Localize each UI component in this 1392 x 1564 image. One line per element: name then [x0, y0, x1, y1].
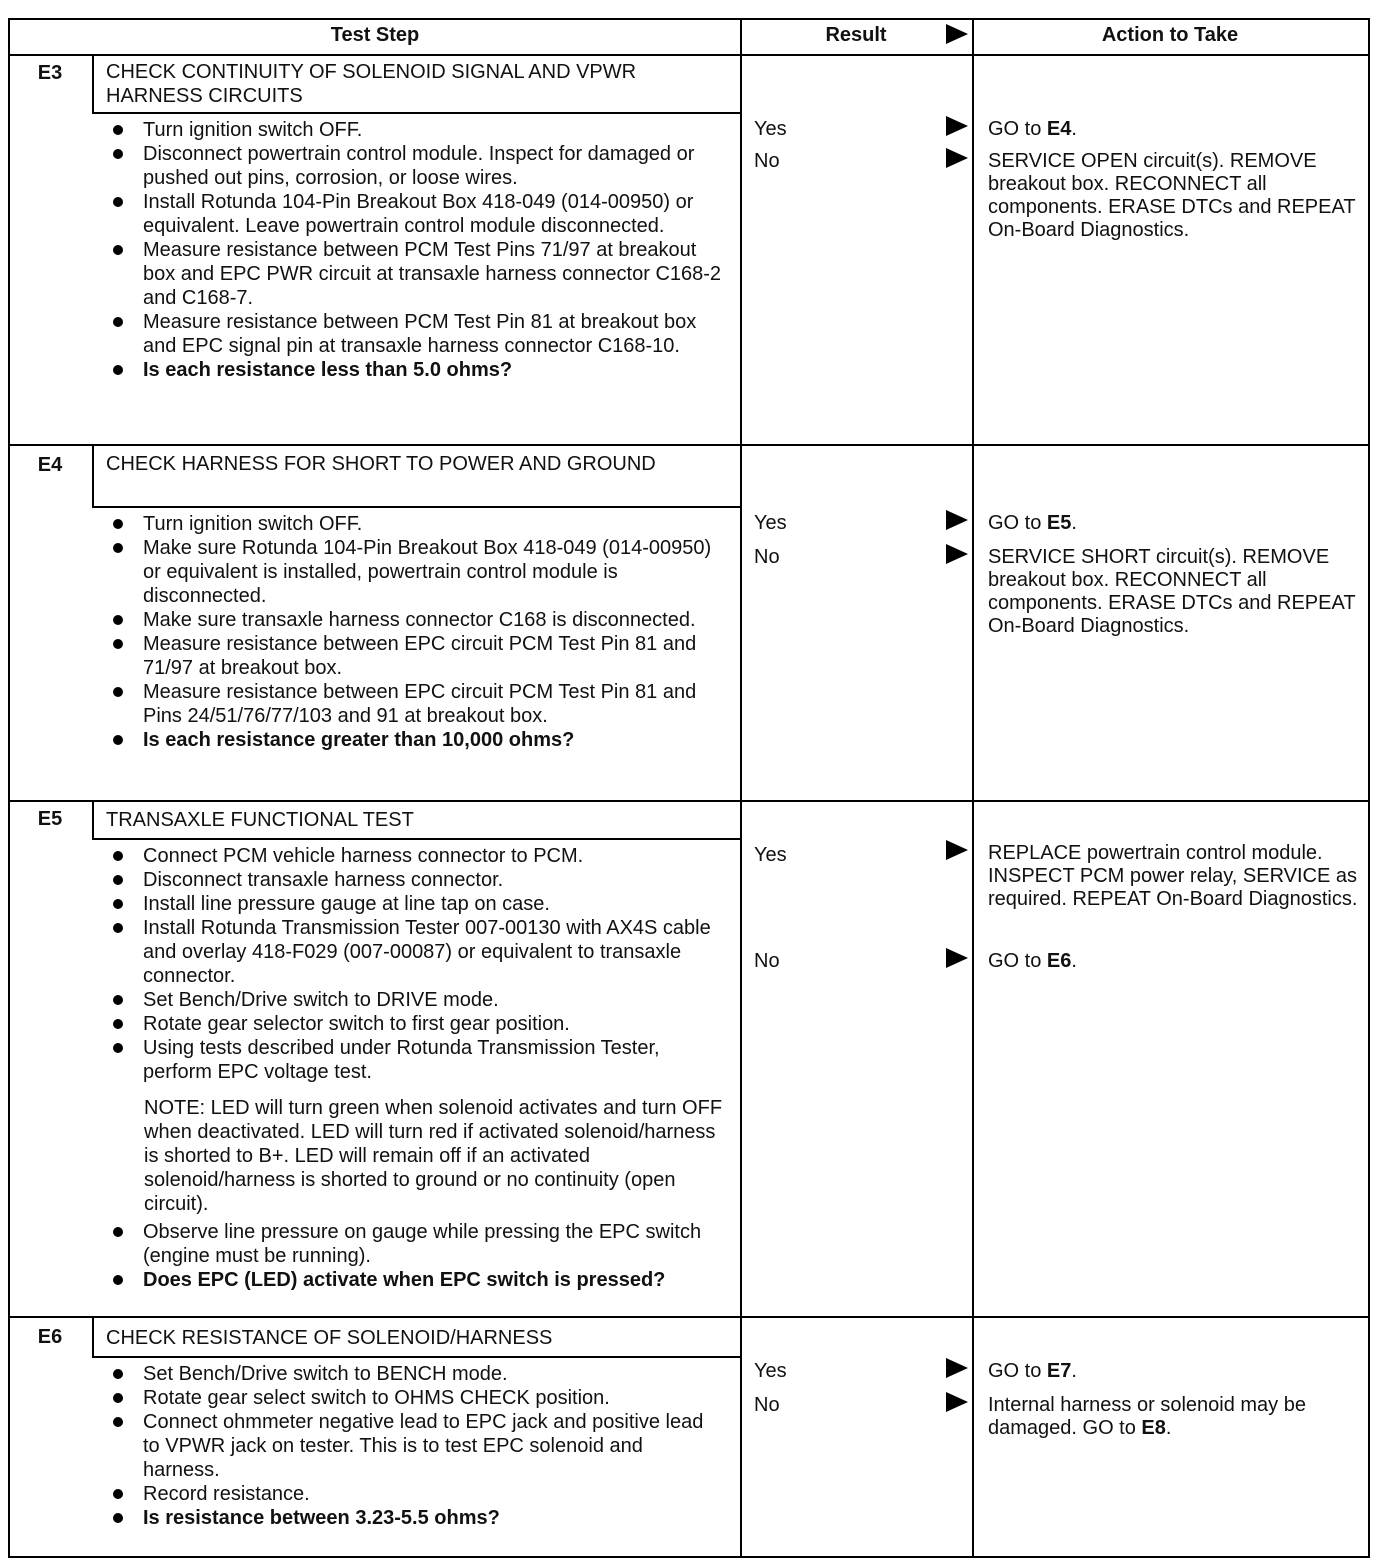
step-bullets	[105, 844, 725, 1084]
column-divider	[740, 20, 742, 1556]
result-yes: Yes	[754, 512, 787, 534]
list-item: Measure resistance between PCM Test Pin 81 at breakout box and EPC signal pin at transaxle harness connector C168-10.	[105, 310, 725, 358]
list-item: Connect ohmmeter negative lead to EPC jack and positive lead to VPWR jack on tester. This is to test EPC solenoid and harness.	[105, 1410, 725, 1482]
list-item: Measure resistance between EPC circuit PCM Test Pin 81 and 71/97 at breakout box.	[105, 632, 725, 680]
action-text: GO to E6.	[988, 950, 1077, 972]
title-divider	[92, 506, 740, 508]
action-text: SERVICE SHORT circuit(s). REMOVE breakout box. RECONNECT all components. ERASE DTCs and REPEAT On-Board Diagnostics.	[988, 546, 1356, 637]
result-yes: Yes	[754, 1360, 787, 1382]
arrow-right-icon	[946, 948, 968, 968]
column-divider	[972, 20, 974, 1556]
arrow-right-icon	[946, 24, 968, 44]
action-text: GO to E5.	[988, 512, 1077, 534]
arrow-right-icon	[946, 544, 968, 564]
action-text: GO to E7.	[988, 1360, 1077, 1382]
step-id: E3	[37, 62, 63, 84]
arrow-right-icon	[946, 510, 968, 530]
arrow-right-icon	[946, 1392, 968, 1412]
step-title: CHECK HARNESS FOR SHORT TO POWER AND GROUND	[106, 453, 656, 475]
title-divider	[92, 838, 740, 840]
result-yes: Yes	[754, 844, 787, 866]
id-divider	[92, 1316, 94, 1356]
arrow-right-icon	[946, 116, 968, 136]
action-text: GO to E4.	[988, 118, 1077, 140]
list-item: Install line pressure gauge at line tap on case.	[105, 892, 725, 916]
list-item: Disconnect transaxle harness connector.	[105, 868, 725, 892]
list-item: Turn ignition switch OFF.	[105, 118, 725, 142]
list-item: Set Bench/Drive switch to BENCH mode.	[105, 1362, 725, 1386]
list-item: Disconnect powertrain control module. Inspect for damaged or pushed out pins, corrosion, or loose wires.	[105, 142, 725, 190]
step-question: Is each resistance greater than 10,000 ohms?	[105, 728, 725, 752]
action-text: SERVICE OPEN circuit(s). REMOVE breakout box. RECONNECT all components. ERASE DTCs and REPEAT On-Board Diagnostics.	[988, 150, 1356, 241]
id-divider	[92, 444, 94, 506]
list-item: Turn ignition switch OFF.	[105, 512, 725, 536]
arrow-right-icon	[946, 840, 968, 860]
list-item: Rotate gear selector switch to first gear position.	[105, 1012, 725, 1036]
header-test-step: Test Step	[330, 24, 420, 46]
list-item: Using tests described under Rotunda Transmission Tester, perform EPC voltage test.	[105, 1036, 725, 1084]
title-divider	[92, 1356, 740, 1358]
list-item: Install Rotunda 104-Pin Breakout Box 418-049 (014-00950) or equivalent. Leave powertrain control module disconnected.	[105, 190, 725, 238]
step-bullets	[105, 118, 725, 382]
step-divider	[10, 1316, 1368, 1318]
list-item: Make sure Rotunda 104-Pin Breakout Box 418-049 (014-00950) or equivalent is installed, powertrain control module is disconnected.	[105, 536, 725, 608]
list-item: Connect PCM vehicle harness connector to PCM.	[105, 844, 725, 868]
header-result: Result	[825, 24, 887, 46]
list-item: Rotate gear select switch to OHMS CHECK position.	[105, 1386, 725, 1410]
list-item: Make sure transaxle harness connector C168 is disconnected.	[105, 608, 725, 632]
arrow-right-icon	[946, 1358, 968, 1378]
note-text: NOTE: LED will turn green when solenoid activates and turn OFF when deactivated. LED will turn red if activated solenoid/harness is shorted to B+. LED will remain off if an activated solenoid/harness is shorted to ground or no continuity (open circuit).	[144, 1097, 723, 1215]
step-title: CHECK CONTINUITY OF SOLENOID SIGNAL AND VPWR HARNESS CIRCUITS	[106, 61, 637, 107]
step-bullets	[105, 512, 725, 752]
header-divider	[10, 54, 1368, 56]
step-divider	[10, 800, 1368, 802]
step-title: TRANSAXLE FUNCTIONAL TEST	[106, 809, 414, 831]
result-yes: Yes	[754, 118, 787, 140]
step-question: Is each resistance less than 5.0 ohms?	[105, 358, 725, 382]
result-no: No	[754, 150, 780, 172]
step-title: CHECK RESISTANCE OF SOLENOID/HARNESS	[106, 1327, 553, 1349]
arrow-right-icon	[946, 148, 968, 168]
id-divider	[92, 54, 94, 112]
result-no: No	[754, 1394, 780, 1416]
title-divider	[92, 112, 740, 114]
test-step-table	[8, 18, 1370, 1558]
header-action: Action to Take	[1101, 24, 1239, 46]
list-item: Observe line pressure on gauge while pressing the EPC switch (engine must be running).	[105, 1220, 725, 1268]
step-divider	[10, 444, 1368, 446]
step-question: Does EPC (LED) activate when EPC switch is pressed?	[105, 1268, 725, 1292]
step-id: E4	[37, 454, 63, 476]
list-item: Record resistance.	[105, 1482, 725, 1506]
list-item: Measure resistance between EPC circuit PCM Test Pin 81 and Pins 24/51/76/77/103 and 91 at breakout box.	[105, 680, 725, 728]
list-item: Set Bench/Drive switch to DRIVE mode.	[105, 988, 725, 1012]
action-text: Internal harness or solenoid may be damaged. GO to E8.	[988, 1394, 1306, 1439]
step-bullets	[105, 1220, 725, 1292]
action-text: REPLACE powertrain control module. INSPECT PCM power relay, SERVICE as required. REPEAT On-Board Diagnostics.	[988, 842, 1358, 910]
list-item: Install Rotunda Transmission Tester 007-00130 with AX4S cable and overlay 418-F029 (007-00087) or equivalent to transaxle connector.	[105, 916, 725, 988]
step-id: E5	[37, 808, 63, 830]
step-bullets	[105, 1362, 725, 1530]
id-divider	[92, 800, 94, 838]
list-item: Measure resistance between PCM Test Pins 71/97 at breakout box and EPC PWR circuit at transaxle harness connector C168-2 and C168-7.	[105, 238, 725, 310]
result-no: No	[754, 950, 780, 972]
step-id: E6	[37, 1326, 63, 1348]
step-question: Is resistance between 3.23-5.5 ohms?	[105, 1506, 725, 1530]
result-no: No	[754, 546, 780, 568]
